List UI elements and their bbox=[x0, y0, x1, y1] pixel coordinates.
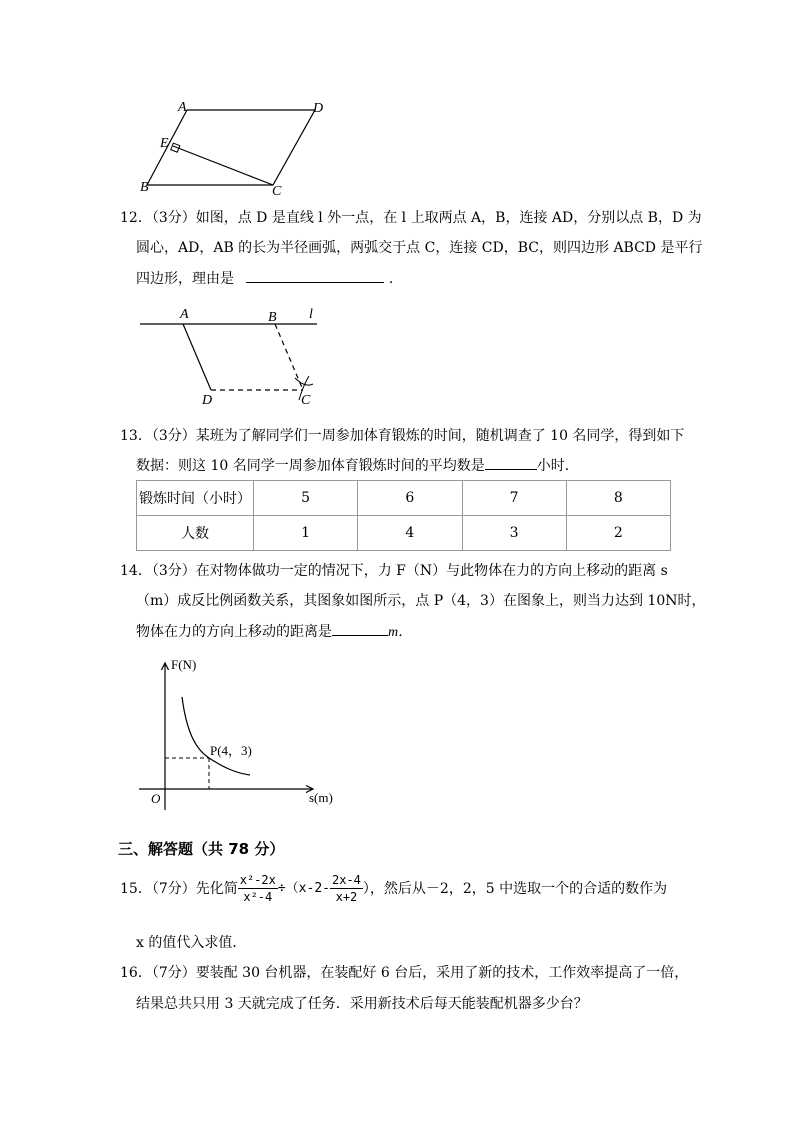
question-13-unit: 小时． bbox=[536, 458, 579, 474]
question-14-line-3 bbox=[136, 621, 412, 644]
point-b-label: B bbox=[140, 180, 149, 195]
table-cell: 5 bbox=[254, 481, 358, 516]
point-p-label: P(4，3) bbox=[210, 743, 252, 758]
fraction-1-denominator: x²-4 bbox=[243, 890, 273, 904]
question-15-division: ÷（x-2- bbox=[277, 880, 330, 896]
question-13-line-2 bbox=[136, 455, 579, 477]
table-cell: 8 bbox=[566, 481, 670, 516]
answer-blank-14[interactable] bbox=[332, 621, 388, 636]
question-15-prefix: 15．（7分）先化简 bbox=[120, 880, 238, 897]
question-13-prompt: 数据：则这 10 名同学一周参加体育锻炼时间的平均数是 bbox=[136, 458, 485, 474]
point-c-label: C bbox=[301, 393, 311, 408]
fraction-2 bbox=[330, 872, 363, 905]
line-l-label: l bbox=[309, 307, 313, 322]
point-b-label: B bbox=[268, 310, 277, 325]
answer-blank-12[interactable] bbox=[246, 268, 384, 283]
parallelogram-figure bbox=[135, 95, 335, 200]
construction-figure bbox=[135, 302, 335, 410]
question-12-line-2: 圆心，AD，AB 的长为半径画弧，两弧交于点 C，连接 CD，BC，则四边形 ABCD 是平行 bbox=[136, 240, 703, 256]
point-c-label: C bbox=[272, 184, 282, 199]
question-14-line-1: 14．（3分）在对物体做功一定的情况下，力 F（N）与此物体在力的方向上移动的距离 s bbox=[120, 563, 668, 579]
question-14-line-2: （m）成反比例函数关系，其图象如图所示，点 P（4，3）在图象上，则当力达到 10N时， bbox=[136, 593, 706, 609]
question-15-suffix: ），然后从－2，2，5 中选取一个的合适的数作为 bbox=[362, 880, 668, 897]
point-d-label: D bbox=[202, 393, 213, 408]
table-cell: 人数 bbox=[137, 516, 254, 551]
table-row bbox=[137, 516, 671, 551]
point-a-label: A bbox=[180, 307, 189, 322]
question-15-line-1 bbox=[120, 872, 667, 905]
inverse-function-graph bbox=[135, 655, 345, 815]
point-d-label: D bbox=[313, 101, 324, 116]
question-16-line-1: 16．（7分）要装配 30 台机器，在装配好 6 台后，采用了新的技术，工作效率提高了一倍， bbox=[120, 965, 689, 981]
table-cell: 锻炼时间（小时） bbox=[137, 481, 254, 516]
x-axis-label: s(m) bbox=[309, 790, 333, 805]
fraction-2-denominator: x+2 bbox=[335, 890, 358, 904]
table-row bbox=[137, 481, 671, 516]
table-cell: 4 bbox=[358, 516, 462, 551]
section-title: 三、解答题（共 78 分） bbox=[118, 840, 285, 858]
question-14-unit: m． bbox=[388, 625, 413, 640]
table-cell: 3 bbox=[462, 516, 566, 551]
point-a-label: A bbox=[178, 100, 187, 115]
question-13-line-1: 13．（3分）某班为了解同学们一周参加体育锻炼的时间，随机调查了 10 名同学，得到如下 bbox=[120, 428, 685, 444]
question-12-line-1: 12．（3分）如图，点 D 是直线 l 外一点，在 l 上取两点 A，B，连接 AD，分别以点 B，D 为 bbox=[120, 210, 702, 226]
point-e-label: E bbox=[160, 136, 169, 151]
question-12-reason-prompt: 四边形，理由是 bbox=[136, 271, 234, 287]
question-16-line-2: 结果总共只用 3 天就完成了任务．采用新技术后每天能装配机器多少台？ bbox=[136, 996, 588, 1012]
exercise-data-table bbox=[136, 480, 671, 551]
table-cell: 6 bbox=[358, 481, 462, 516]
fraction-1-numerator: x²-2x bbox=[239, 873, 276, 887]
inverse-curve bbox=[182, 697, 250, 775]
fraction-1 bbox=[238, 872, 278, 905]
y-axis-label: F(N) bbox=[171, 657, 197, 672]
origin-label: O bbox=[151, 791, 161, 806]
table-cell: 1 bbox=[254, 516, 358, 551]
answer-blank-13[interactable] bbox=[485, 455, 537, 470]
fraction-2-numerator: 2x-4 bbox=[332, 873, 361, 887]
question-14-prompt: 物体在力的方向上移动的距离是 bbox=[136, 624, 332, 640]
question-12-end: . bbox=[388, 271, 394, 287]
question-15-line-2: x 的值代入求值． bbox=[136, 935, 247, 951]
table-cell: 2 bbox=[566, 516, 670, 551]
table-cell: 7 bbox=[462, 481, 566, 516]
question-12-line-3 bbox=[136, 268, 393, 290]
